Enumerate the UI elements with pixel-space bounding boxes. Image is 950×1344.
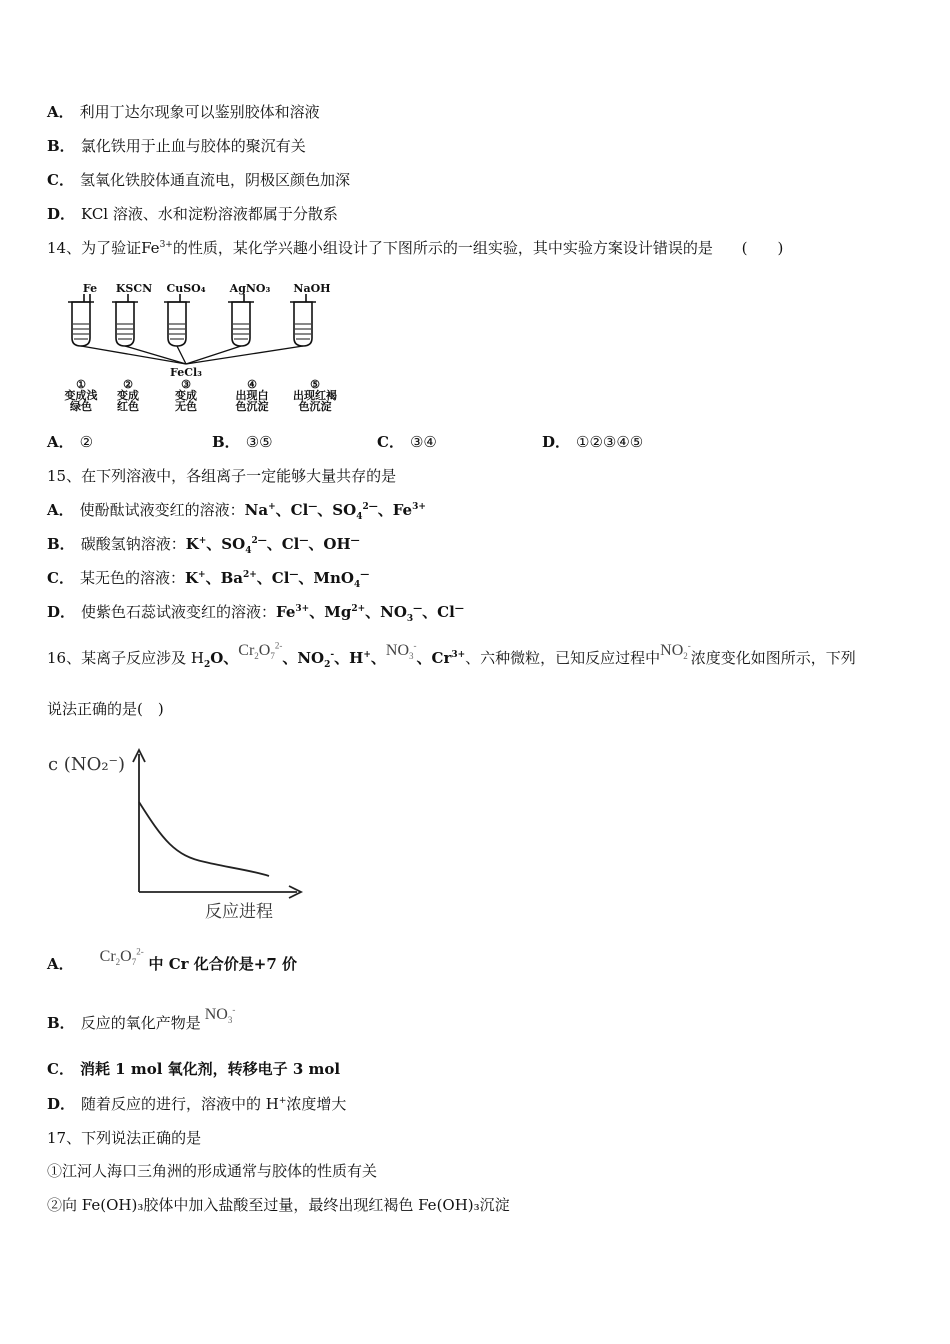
option-label: A．	[47, 955, 74, 973]
option-text: 消耗 1 mol 氧化剂，转移电子 3 mol	[79, 1060, 341, 1078]
connector-lines	[81, 346, 303, 364]
result-num: ②	[123, 378, 133, 391]
q14-option-b	[212, 432, 273, 452]
q14-fe: Fe	[141, 239, 160, 257]
test-tube	[68, 294, 94, 346]
test-tube	[290, 294, 316, 346]
result-num: ①	[76, 378, 86, 391]
ion-list: Na+、Cl—、$SO_4^{2—}$、$Fe^{3+}$	[244, 501, 426, 522]
tube-label: KSCN	[115, 282, 153, 295]
result-num: ④	[247, 378, 257, 391]
result-line: 红色	[117, 400, 139, 413]
result-num: ③	[181, 378, 191, 391]
q16-stem-line2: 说法正确的是( )	[47, 700, 164, 718]
option-label: C．	[47, 1060, 74, 1078]
q15-stem: 15、在下列溶液中，各组离子一定能够大量共存的是	[47, 467, 397, 485]
option-label: B．	[212, 433, 240, 451]
option-text: 中 Cr 化合价是+7 价	[148, 955, 297, 973]
option-text: 反应的氧化产物是	[80, 1014, 201, 1032]
q16-option-a	[47, 946, 297, 975]
option-text: 浓度增大	[286, 1095, 347, 1113]
option-label: C．	[47, 569, 74, 587]
result-line: 色沉淀	[235, 400, 269, 413]
result-line: 色沉淀	[298, 400, 332, 413]
result-line: 变成	[175, 389, 197, 402]
q16-option-d: D． 随着反应的进行，溶液中的 H+浓度增大	[47, 1095, 347, 1113]
test-tube	[228, 294, 254, 346]
option-text: 利用丁达尔现象可以鉴别胶体和溶液	[79, 103, 320, 121]
result-line: 出现白	[235, 389, 269, 402]
option-text: 碳酸氢钠溶液：	[80, 535, 186, 553]
q15-option-a	[47, 500, 426, 520]
option-text: 使酚酞试液变红的溶液：	[79, 501, 245, 519]
option-text: ①②③④⑤	[576, 433, 644, 451]
graph-x-label: 反应进程	[205, 902, 273, 922]
q16-stem-a: 16、某离子反应涉及 H	[47, 649, 204, 667]
ion-cr: 、$Cr^{3+}$	[416, 649, 466, 667]
option-label: A．	[47, 433, 74, 451]
q14-option-c	[377, 432, 437, 452]
q15-option-b	[47, 534, 360, 554]
q17-stem: 17、下列说法正确的是	[47, 1129, 202, 1147]
q16-stem-c: 浓度变化如图所示，下列	[690, 649, 856, 667]
q14-paren: ( )	[741, 239, 784, 257]
result-line: 变成	[117, 389, 139, 402]
no2-formula: $NO_2^-$	[660, 640, 691, 662]
option-text: KCl 溶液、水和淀粉溶液都属于分散系	[81, 205, 338, 223]
option-label: C．	[377, 433, 404, 451]
q16-concentration-graph	[45, 740, 315, 925]
q13-option-a	[47, 102, 320, 122]
q13-option-d	[47, 204, 338, 224]
tube-label: AgNO₃	[229, 282, 271, 295]
option-text: 氯化铁用于止血与胶体的聚沉有关	[80, 137, 306, 155]
ion-list: 、$NO_2^-$、H+、	[282, 649, 386, 670]
q14-option-d	[542, 432, 643, 452]
tube-label: CuSO₄	[166, 282, 206, 295]
q14-stem-end: 的是	[682, 239, 713, 257]
option-label: B．	[47, 137, 75, 155]
q17-statement-2: ②向 Fe(OH)₃胶体中加入盐酸至过量，最终出现红褐色 Fe(OH)₃沉淀	[47, 1196, 510, 1214]
result-line: 变成浅	[64, 389, 98, 402]
result-line: 出现红褐	[293, 389, 337, 402]
test-tube	[164, 294, 190, 346]
option-text: 随着反应的进行，溶液中的 H	[81, 1095, 279, 1113]
option-text: 氢氧化铁胶体通直流电，阴极区颜色加深	[79, 171, 350, 189]
q16-stem-b: 、六种微粒，已知反应过程中	[465, 649, 661, 667]
q14-fe-charge: 3+	[159, 240, 173, 250]
q13-option-b	[47, 136, 306, 156]
cr2o7-formula: $Cr_2O_7^{2-}$	[238, 640, 283, 662]
concentration-curve	[139, 802, 269, 876]
fecl3-label: FeCl₃	[170, 366, 202, 379]
option-text: ②	[79, 433, 94, 451]
option-text: ③⑤	[245, 433, 273, 451]
option-label: C．	[47, 171, 74, 189]
q16-option-b	[47, 1004, 236, 1034]
option-label: A．	[47, 501, 74, 519]
option-label: B．	[47, 1014, 75, 1032]
ion-list: K+、$Ba^{2+}$、Cl—、MnO$_4$—	[184, 569, 370, 590]
h2o-tail: $_2$O、	[203, 649, 239, 670]
graph-y-label: c (NO₂⁻)	[48, 754, 126, 775]
result-line: 绿色	[70, 400, 92, 413]
q17-statement-1: ①江河人海口三角洲的形成通常与胶体的性质有关	[47, 1162, 378, 1180]
option-label: D．	[47, 603, 76, 621]
q15-option-c	[47, 568, 369, 588]
q14-stem-prefix: 14、为了验证	[47, 239, 142, 257]
option-label: D．	[47, 205, 76, 223]
option-label: B．	[47, 535, 75, 553]
q14-stem	[47, 238, 783, 258]
q15-option-d	[47, 602, 464, 622]
q14-experiment-figure	[50, 280, 360, 415]
ion-list: K+、$SO_4^{2—}$、Cl—、OH—	[185, 535, 360, 556]
option-label: D．	[542, 433, 571, 451]
option-label: D．	[47, 1095, 76, 1113]
option-text: ③④	[409, 433, 437, 451]
q13-option-c	[47, 170, 350, 190]
ion-list: $Fe^{3+}$、$Mg^{2+}$、$NO_3^—$、Cl—	[276, 603, 464, 624]
no3-formula: $NO_3^-$	[204, 1004, 236, 1026]
q14-stem-mid: 的性质，某化学兴趣小组设计了下图所示的一组实验，其中实验方案设计	[172, 239, 653, 257]
tube-label: Fe	[82, 282, 98, 295]
option-text: 某无色的溶液：	[79, 569, 185, 587]
no3-formula: $NO_3^-$	[385, 640, 417, 662]
cr2o7-formula: $Cr_2O_7^{2-}$	[99, 946, 144, 968]
tube-label: NaOH	[293, 282, 331, 295]
result-num: ⑤	[310, 378, 320, 391]
q14-option-a	[47, 432, 93, 452]
q16-option-c	[47, 1059, 340, 1079]
q16-stem	[47, 640, 856, 670]
option-text: 使紫色石蕊试液变红的溶液：	[81, 603, 277, 621]
q14-stem-emph: 错误	[652, 239, 683, 257]
test-tube	[112, 294, 138, 346]
result-line: 无色	[175, 400, 197, 413]
option-label: A．	[47, 103, 74, 121]
